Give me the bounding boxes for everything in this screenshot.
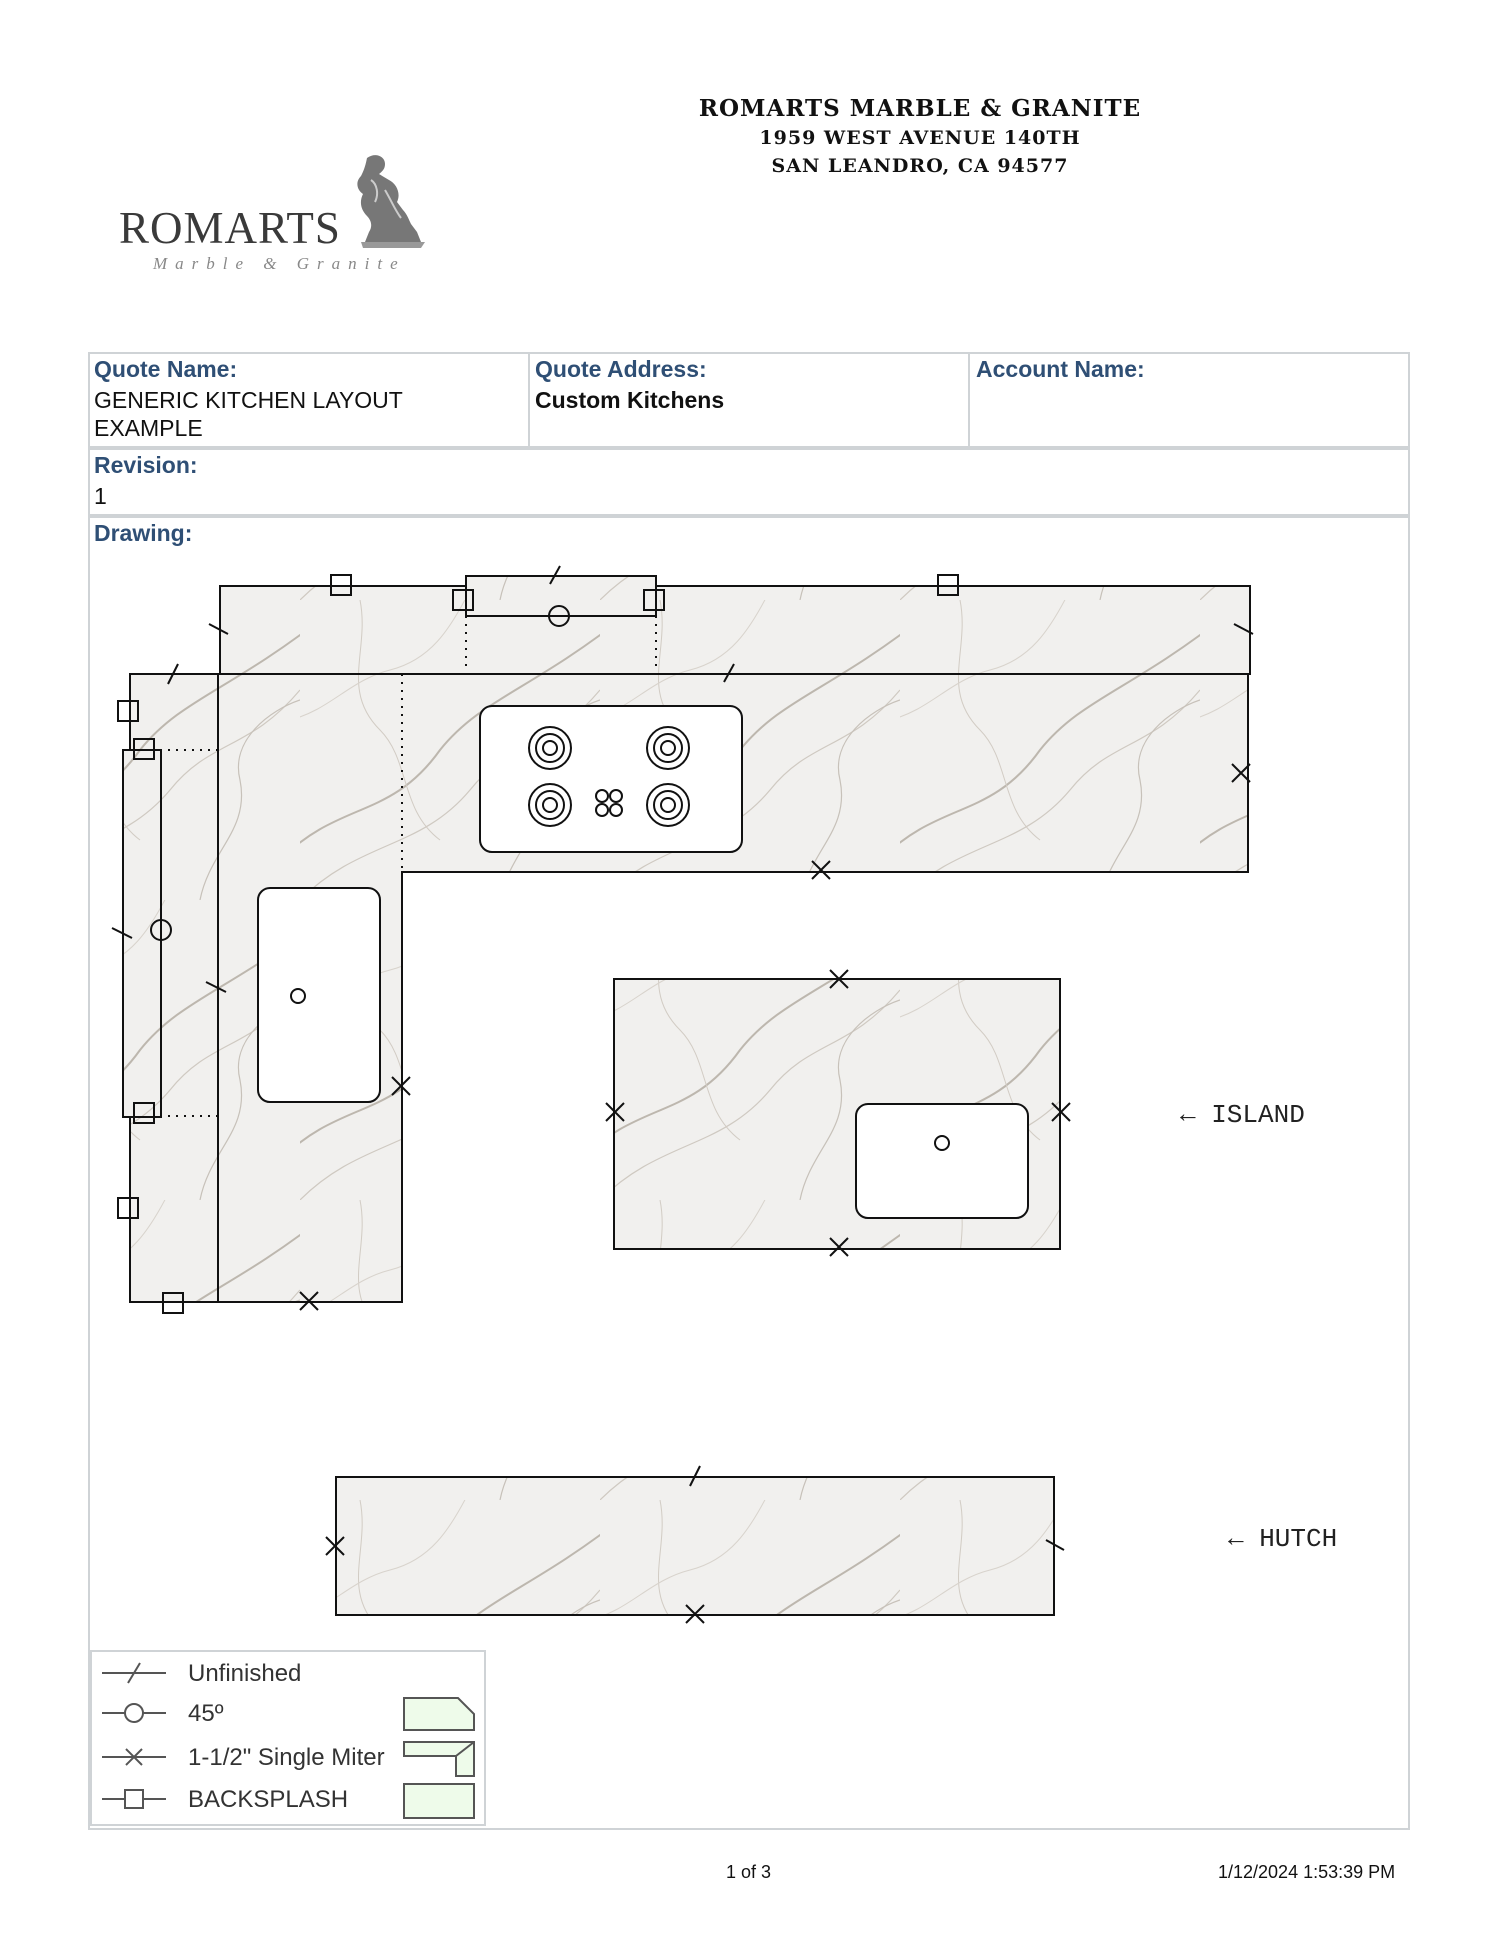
quote-name-label: Quote Name:: [94, 356, 238, 382]
circle-45-icon: [100, 1698, 170, 1728]
revision-label: Revision:: [94, 452, 198, 478]
company-address-line1: 1959 WEST AVENUE 140TH: [759, 127, 1081, 149]
hutch-label: ← HUTCH: [1228, 1524, 1338, 1554]
cooktop: [480, 706, 742, 852]
legend-label: BACKSPLASH: [188, 1786, 349, 1813]
company-name: ROMARTS MARBLE & GRANITE: [698, 95, 1142, 122]
45-profile-icon: [400, 1694, 480, 1736]
quote-name-line1: GENERIC KITCHEN LAYOUT: [94, 387, 403, 413]
island-sink: [856, 1104, 1028, 1218]
legend-label: 45º: [188, 1700, 224, 1727]
quote-name-line2: EXAMPLE: [94, 415, 203, 441]
print-timestamp: 1/12/2024 1:53:39 PM: [1218, 1862, 1396, 1882]
main-sink: [258, 888, 380, 1102]
island-label: ← ISLAND: [1180, 1100, 1305, 1130]
legend-row-unfinished: [92, 1654, 486, 1694]
miter-profile-icon: [400, 1738, 480, 1780]
legend-row-45: [92, 1694, 486, 1734]
legend-label: 1-1/2" Single Miter: [188, 1744, 385, 1771]
back-counter: [220, 586, 1250, 674]
company-address-line2: SAN LEANDRO, CA 94577: [771, 155, 1069, 177]
backsplash-profile-icon: [400, 1780, 480, 1822]
hutch-counter: [336, 1477, 1054, 1615]
account-name-label: Account Name:: [976, 356, 1145, 382]
page-number: 1 of 3: [726, 1862, 772, 1882]
drawing-label: Drawing:: [94, 520, 193, 546]
legend-row-backsplash: [92, 1780, 486, 1820]
legend-row-miter: [92, 1738, 486, 1778]
revision-value: 1: [94, 483, 107, 509]
edge-legend: [90, 1650, 486, 1826]
quote-address-value: Custom Kitchens: [535, 387, 725, 413]
legend-label: Unfinished: [188, 1660, 302, 1687]
square-backsplash-icon: [100, 1784, 170, 1814]
logo-wordmark: ROMARTS: [119, 203, 341, 253]
unfinished-icon: [100, 1658, 170, 1688]
left-bump: [123, 750, 161, 1117]
x-miter-icon: [100, 1742, 170, 1772]
logo-tagline: Marble & Granite: [153, 254, 406, 273]
quote-address-label: Quote Address:: [535, 356, 707, 382]
back-counter-bump: [466, 576, 656, 616]
